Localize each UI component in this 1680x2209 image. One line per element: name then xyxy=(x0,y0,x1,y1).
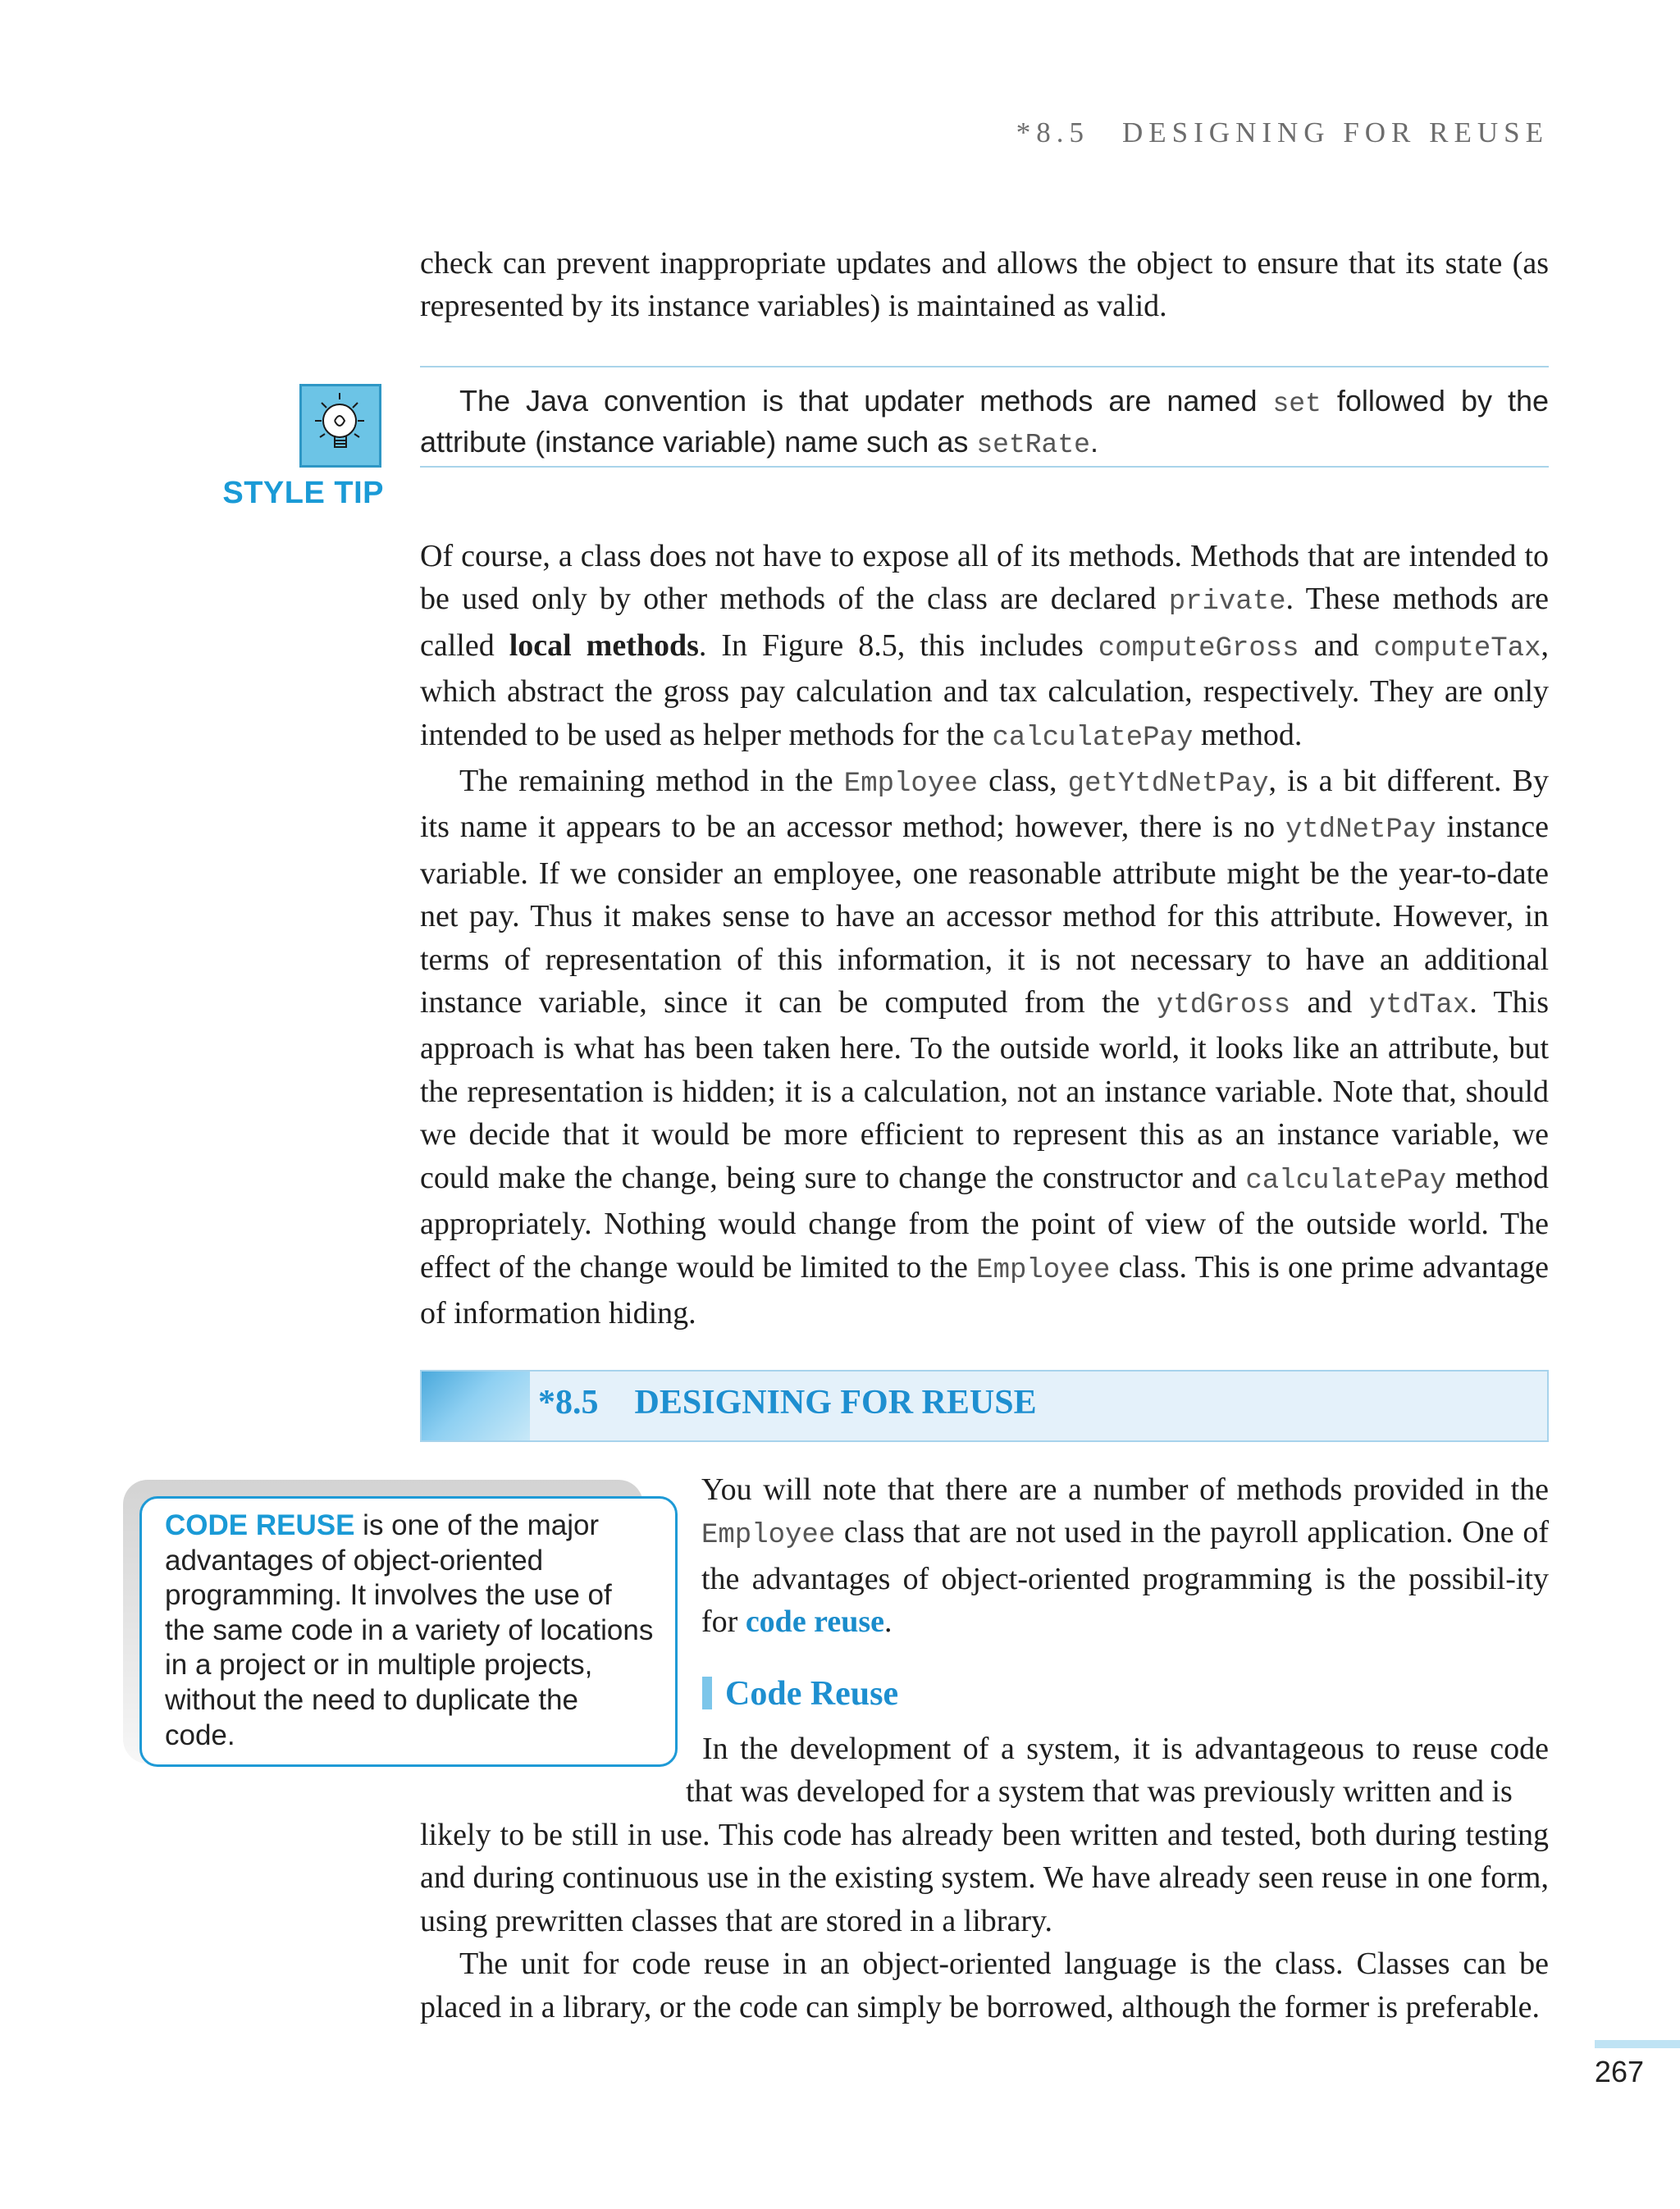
paragraph-reuse-intro xyxy=(701,1468,1549,1644)
section-title xyxy=(538,1383,1037,1422)
paragraph-text: The unit for code reuse in an object-oriented language is the class. Classes can be placed in a library, or the code can simply be borrowed, although the former is preferable. xyxy=(420,1947,1549,2024)
paragraph-text: Of course, a class does not have to expose all of its methods. Methods that are intended to be used only by other methods of the class are declared private. These methods are called local methods. In Figure 8.5, this includes computeGross and computeTax, which abstract the gross pay calculation and tax calculation, respectively. They are only intended to be used as helper methods for the calculatePay method. xyxy=(420,539,1550,754)
keyboard-image xyxy=(422,1371,530,1440)
paragraph-text: The remaining method in the Employee class, getYtdNetPay, is a bit different. By its name it appears to be an accessor method; however, there is no ytdNetPay instance variable. If we consider an employee, one reasonable attribute might be the year-to-date net pay. Thus it makes sense to have an accessor method for this attribute. However, in terms of representation of this information, it is not necessary to have an additional instance variable, since it can be computed from the ytdGross and ytdTax. This approach is what has been taken here. To the outside world, it looks like an attribute, but the representation is hidden; it is a calculation, not an instance variable. Note that, should we decide that it would be more efficient to represent this as an instance variable, we could make the change, being sure to change the constructor and calculatePay method appropriately. Nothing would change from the point of view of the outside world. The effect of the change would be limited to the Employee class. This is one prime advantage of information hiding. xyxy=(420,764,1550,1330)
running-header xyxy=(1016,116,1549,149)
page-number: 267 xyxy=(1594,2055,1644,2088)
lightbulb-icon xyxy=(299,384,381,468)
subsection-title: Code Reuse xyxy=(725,1675,899,1713)
paragraph-reuse-start xyxy=(686,1727,1549,1814)
paragraph-text: In the development of a system, it is advantageous to reuse code that was developed for a system that was previously written and is xyxy=(686,1732,1549,1810)
style-tip-box xyxy=(420,366,1549,468)
paragraph-continuation xyxy=(420,242,1549,328)
section-banner xyxy=(420,1370,1549,1442)
definition-term: CODE REUSE xyxy=(165,1509,355,1541)
section-number: *8.5 xyxy=(538,1384,599,1422)
paragraph-local-methods xyxy=(420,535,1549,1335)
definition-text: is one of the major advantages of object-oriented programming. It involves the use of the same code in a variety of locations in a project or in multiple projects, without the need to duplicate the code. xyxy=(165,1509,654,1751)
heading-bar xyxy=(702,1677,712,1709)
section-title-text: DESIGNING FOR REUSE xyxy=(634,1384,1037,1422)
running-header-number: *8.5 xyxy=(1016,116,1090,148)
paragraph-text: check can prevent inappropriate updates and allows the object to ensure that its state (as represented by its instance variables) is maintained as valid. xyxy=(420,246,1549,324)
paragraph-reuse-cont xyxy=(420,1814,1549,2029)
keyword-code-reuse: code reuse xyxy=(745,1604,885,1640)
running-header-title: DESIGNING FOR REUSE xyxy=(1122,116,1549,148)
paragraph-text: You will note that there are a number of methods provided in the Employee class that are not used in the payroll application. One of the advantages of object-oriented programming is the possibil-ity for code reuse. xyxy=(701,1472,1549,1640)
subsection-heading xyxy=(702,1674,898,1714)
definition-box xyxy=(139,1496,678,1767)
page-number-rule xyxy=(1595,2040,1680,2048)
paragraph-text: likely to be still in use. This code has already been written and tested, both during testing and during continuous use in the existing system. We have already seen reuse in one form, using prewritten classes that are stored in a library. xyxy=(420,1818,1549,1938)
style-tip-label: STYLE TIP xyxy=(222,476,384,510)
style-tip-text: The Java convention is that updater methods are named set followed by the attribute (instance variable) name such as setRate. xyxy=(420,384,1549,460)
